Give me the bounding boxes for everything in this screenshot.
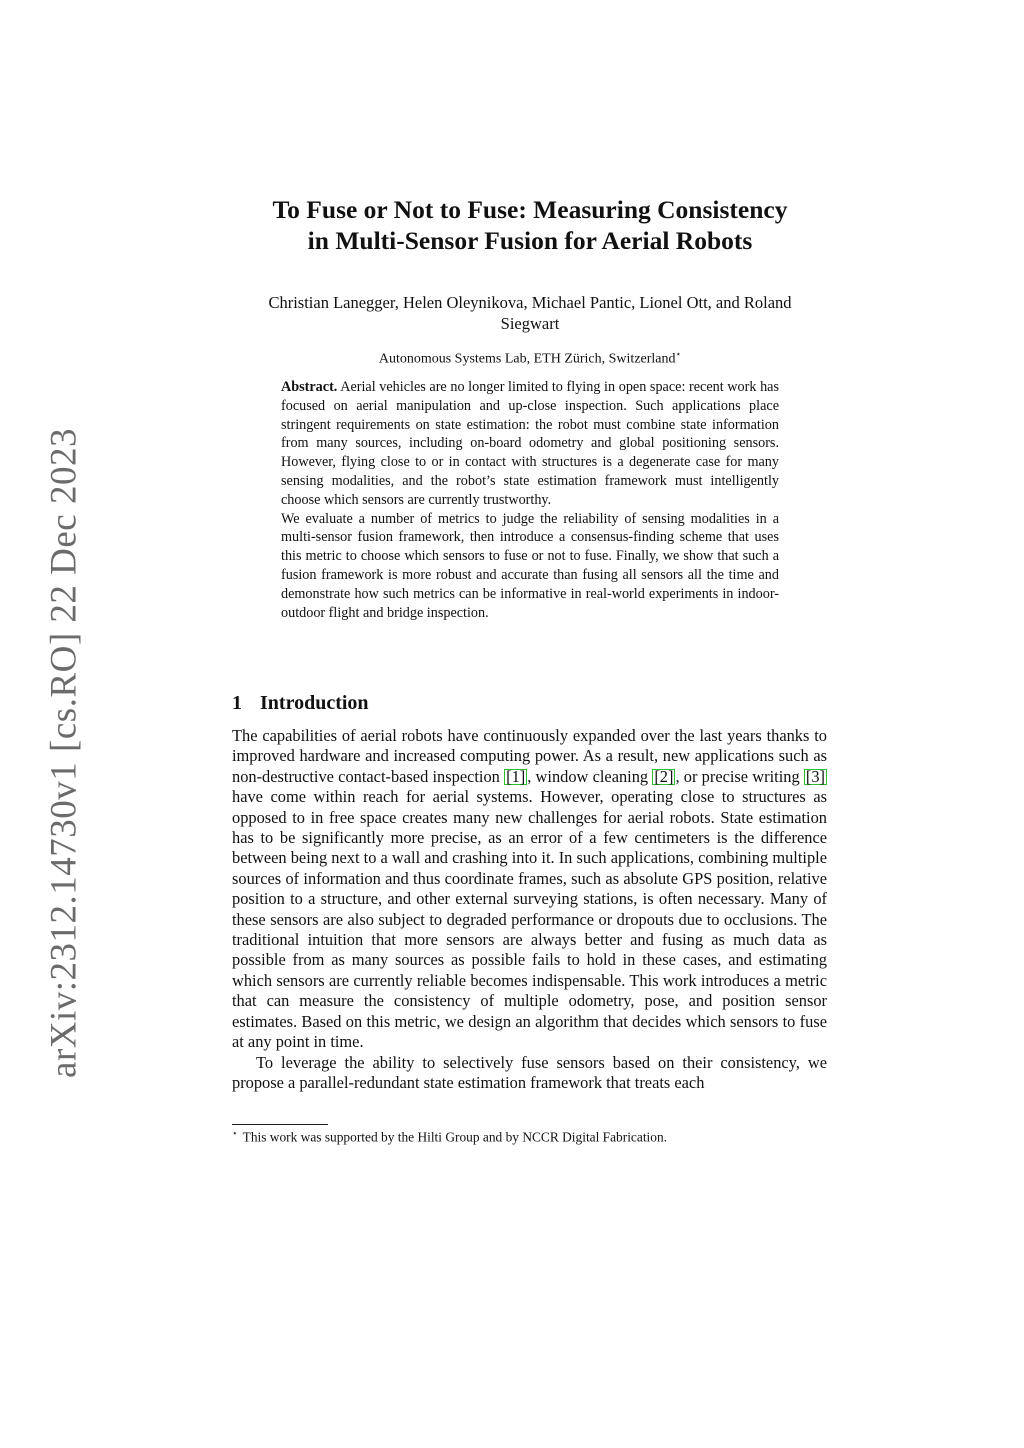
paper-title (200, 194, 860, 256)
intro-paragraph-1 (232, 726, 827, 1053)
intro-text-a: The capabilities of aerial robots have continuously expanded over the last years thanks to improved hardware and increased computing power. As a result, new applications such as non-destructive contact-based inspection (232, 726, 827, 786)
abstract-paragraph-2: We evaluate a number of metrics to judge the reliability of sensing modalities in a multi-sensor fusion framework, then introduce a consensus-finding scheme that uses this metric to choose which sensors to fuse or not to fuse. Finally, we show that such a fusion framework is more robust and accurate than fusing all sensors all the time and demonstrate how such metrics can be informative in real-world experiments in indoor-outdoor flight and bridge inspection. (281, 510, 779, 621)
affiliation-text: Autonomous Systems Lab, ETH Zürich, Switzerland (378, 351, 676, 367)
intro-text-b: , window cleaning (527, 766, 653, 786)
citation-link-3[interactable]: [3] (805, 766, 825, 786)
abstract-label: Abstract. (281, 379, 338, 395)
section-number: 1 (232, 692, 242, 714)
title-line-2: in Multi-Sensor Fusion for Aerial Robots (307, 226, 753, 255)
author-list (230, 292, 830, 334)
footnote-text: This work was supported by the Hilti Group and by NCCR Digital Fabrication. (242, 1129, 668, 1145)
affiliation-footnote-mark[interactable]: ⋆ (675, 349, 682, 359)
footnote-divider (232, 1124, 328, 1125)
authors-line-1: Christian Lanegger, Helen Oleynikova, Michael Pantic, Lionel Ott, and Roland (268, 293, 792, 312)
intro-text-d: have come within reach for aerial systems. However, operating close to structures as opposed to in free space creates many new challenges for aerial robots. State estimation has to be significantly more precise, as an error of a few centimeters is the difference between being next to a wall and crashing into it. In such applications, combining multiple sources of information and thus coordinate frames, such as absolute GPS position, relative position to a structure, and other external surveying stations, is often necessary. Many of these sensors are also subject to degraded performance or dropouts due to occlusions. The traditional intuition that more sensors are always better and fusing as much data as possible from as many sources as possible fails to hold in these cases, and estimating which sensors are currently reliable becomes indispensable. This work introduces a metric that can measure the consistency of multiple odometry, pose, and position sensor estimates. Based on this metric, we design an algorithm that decides which sensors to fuse at any point in time. (232, 787, 827, 1052)
abstract-paragraph-1 (281, 378, 779, 510)
footnote-mark: ⋆ (232, 1128, 238, 1138)
abstract (281, 378, 779, 622)
intro-paragraph-2: To leverage the ability to selectively fuse sensors based on their consistency, we propose a parallel-redundant state estimation framework that treats each (232, 1052, 827, 1092)
title-line-1: To Fuse or Not to Fuse: Measuring Consistency (272, 195, 788, 224)
section-heading (232, 692, 369, 715)
intro-text-c: , or precise writing (675, 766, 804, 786)
citation-link-1[interactable]: [1] (506, 766, 526, 786)
abstract-text-1: Aerial vehicles are no longer limited to flying in open space: recent work has focused on aerial manipulation and up-close inspection. Such applications place stringent requirements on state estimation: the robot must combine state information from many sources, including on-board odometry and global positioning sensors. However, flying close to or in contact with structures is a degenerate case for many sensing modalities, and the robot’s state estimation framework must intelligently choose which sensors are currently trustworthy. (281, 379, 779, 508)
authors-line-2: Siegwart (500, 314, 560, 333)
introduction-body (232, 726, 827, 1093)
citation-link-2[interactable]: [2] (654, 766, 674, 786)
arxiv-identifier (34, 428, 94, 1078)
footnote (232, 1128, 827, 1145)
section-title: Introduction (260, 692, 369, 714)
arxiv-identifier-text: arXiv:2312.14730v1 [cs.RO] 22 Dec 2023 (43, 428, 85, 1078)
affiliation (230, 349, 830, 368)
